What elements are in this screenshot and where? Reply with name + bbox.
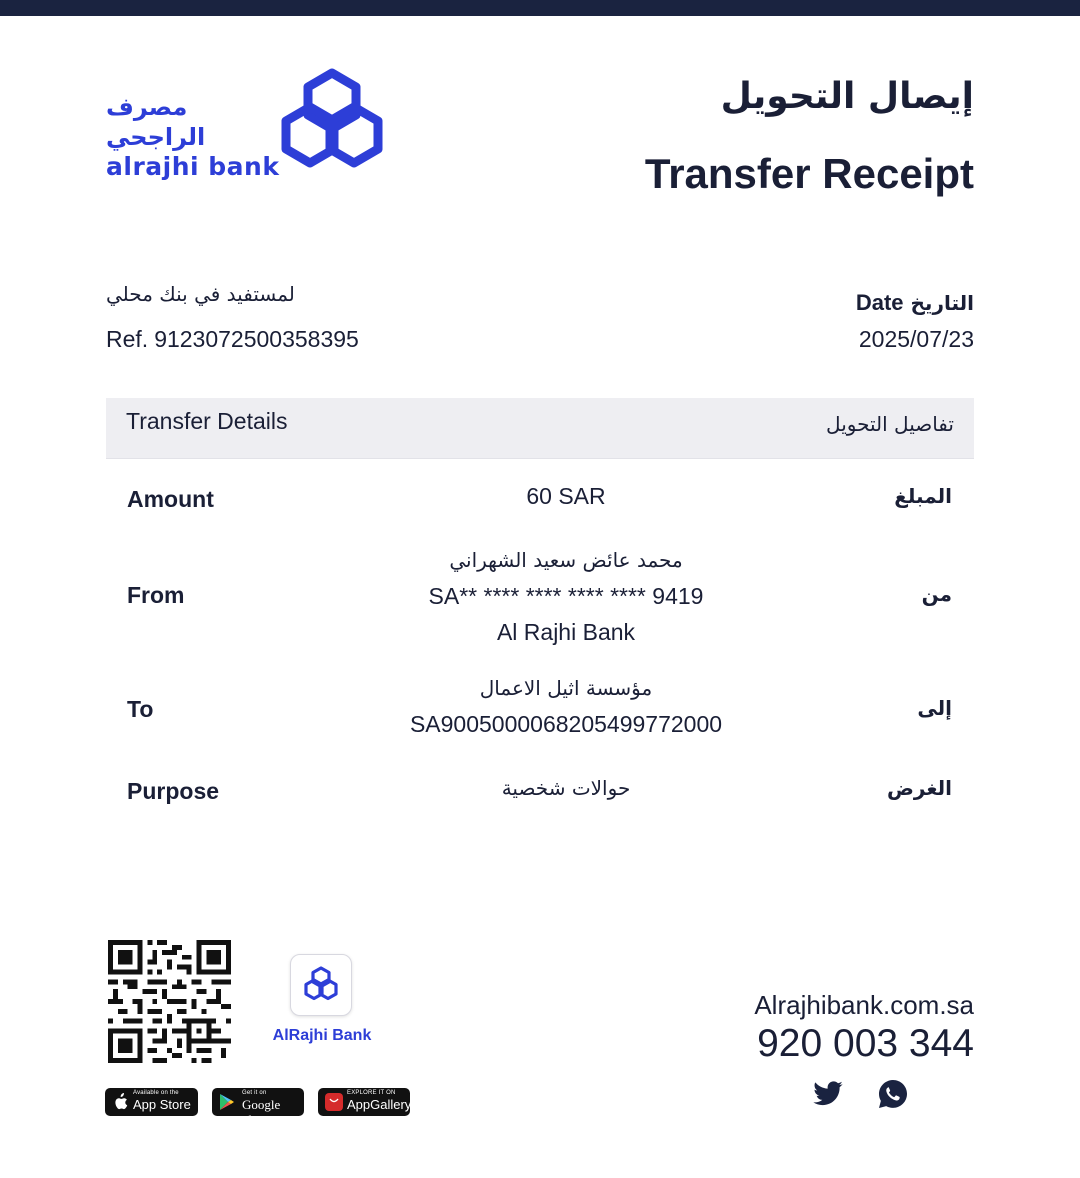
bank-logo-icon [280,67,384,169]
purpose-label-ar: الغرض [887,776,952,800]
phone-number[interactable]: 920 003 344 [757,1022,974,1065]
receipt-title: Transfer Receipt [644,150,974,197]
from-label-ar: من [921,582,952,606]
recipient-name: مؤسسة اثيل الاعمال [479,676,653,700]
ref-value: 9123072500358395 [154,326,359,352]
amount-value [266,478,866,515]
transfer-details-header [106,398,974,459]
amount-text: 60 SAR [526,483,606,509]
details-header-ar: تفاصيل التحويل [826,412,954,436]
recipient-iban: SA9005000068205499772000 [409,711,723,737]
google-play-icon [219,1093,235,1111]
purpose-value [266,770,866,806]
logo-english: alrajhi bank [106,152,280,181]
app-name: AlRajhi Bank [272,1027,372,1044]
to-label: To [127,696,154,722]
app-store-small: Available on the [133,1090,179,1096]
date-value: 2025/07/23 [858,326,974,352]
purpose-label: Purpose [127,778,220,804]
google-play-label: Google play [242,1097,281,1127]
app-store-badge[interactable] [105,1088,198,1116]
purpose-text: حوالات شخصية [501,776,631,800]
amount-label-ar: المبلغ [894,484,952,508]
receipt-title-arabic: إيصال التحويل [720,76,974,117]
whatsapp-icon[interactable] [877,1078,909,1110]
huawei-icon [325,1093,343,1111]
to-details [266,670,866,742]
date-label [856,290,974,316]
amount-label: Amount [127,486,214,512]
from-details [266,542,866,650]
app-icon [290,954,352,1016]
from-label: From [127,582,185,608]
app-gallery-small: EXPLORE IT ON [347,1090,396,1096]
website-link[interactable]: Alrajhibank.com.sa [754,990,974,1020]
apple-icon [112,1093,128,1111]
twitter-icon[interactable] [811,1078,845,1110]
sender-account: SA** **** **** **** **** 9419 [428,583,704,609]
to-label-ar: إلى [917,696,952,720]
reference-number [106,326,365,353]
bank-logo-text [106,92,279,182]
app-gallery-badge[interactable] [318,1088,410,1116]
app-gallery-label: AppGallery [347,1097,412,1112]
ref-label: Ref. [106,326,149,352]
date-label-en: Date [855,290,904,315]
qr-code [107,940,232,1063]
beneficiary-type: لمستفيد في بنك محلي [106,282,295,306]
sender-bank: Al Rajhi Bank [496,619,636,645]
app-store-label: App Store [133,1097,191,1112]
date-label-ar: التاريخ [910,291,974,315]
top-bar [0,0,1080,16]
logo-arabic: مصرف الراجحي [106,93,206,151]
sender-name: محمد عائض سعيد الشهراني [449,548,683,572]
details-header-en: Transfer Details [126,408,288,434]
google-play-small: Get it on [242,1090,267,1096]
google-play-badge[interactable] [212,1088,304,1127]
bank-app-logo-icon [291,955,351,1015]
